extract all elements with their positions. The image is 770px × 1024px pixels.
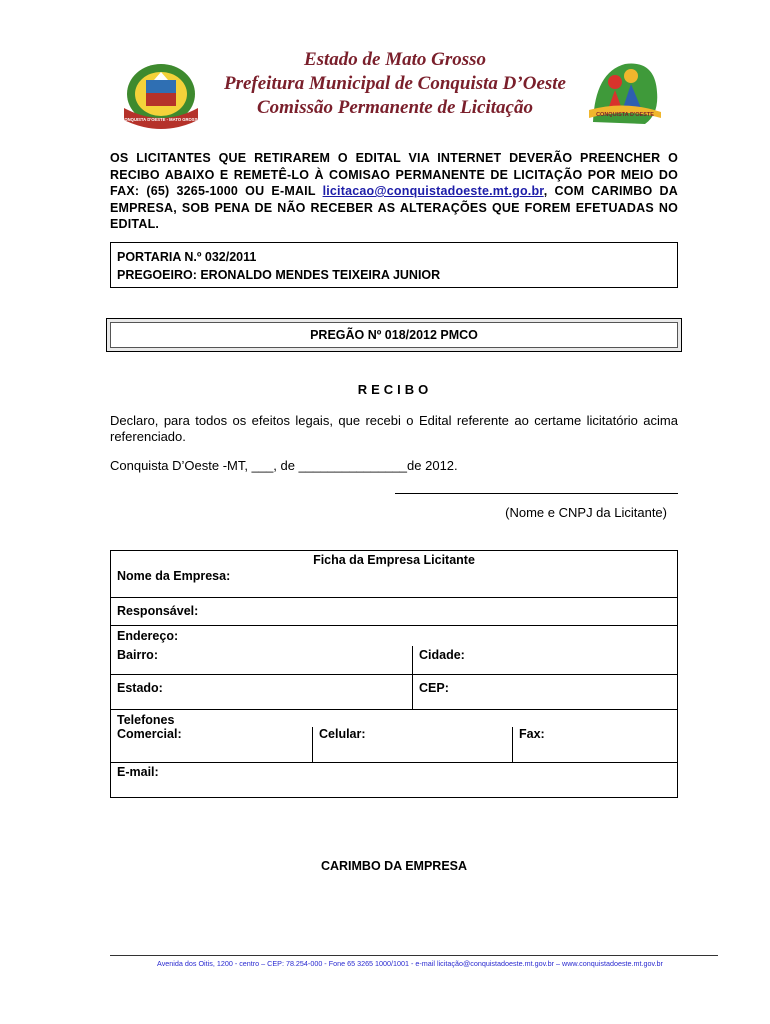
municipal-coat-of-arms-icon: [118, 58, 204, 138]
neighborhood-field[interactable]: Bairro:: [111, 646, 413, 674]
mobile-phone-field[interactable]: Celular:: [313, 727, 513, 762]
notice-text-start: OS LICITANTES QUE RETIRAREM O EDITAL VIA INTERNET DEVERÃO PREENCHER O RECIBO ABAIXO E REMETÊ-LO À COMISAO PERMANENTE DE LICITAÇÃO POR MEIO DO FAX: (65) 3265-1000 OU E-MAIL: [110, 151, 678, 198]
instructions-notice: [110, 150, 678, 233]
city-field[interactable]: Cidade:: [419, 648, 465, 662]
phones-row: [111, 710, 677, 763]
fax-field[interactable]: Fax:: [519, 727, 545, 741]
signature-line: [395, 493, 678, 494]
address-field[interactable]: Endereço:: [117, 629, 179, 643]
company-name-field[interactable]: Nome da Empresa:: [117, 569, 231, 583]
prefecture-name: Prefeitura Municipal de Conquista D’Oeste: [223, 73, 566, 94]
signature-caption: (Nome e CNPJ da Licitante): [505, 505, 667, 520]
email-field[interactable]: E-mail:: [117, 765, 159, 779]
pregoeiro-name: PREGOEIRO: ERONALDO MENDES TEIXEIRA JUNIOR: [117, 268, 441, 282]
state-row: [111, 675, 677, 710]
seal-ribbon-text: CONQUISTA D'OESTE - MATO GROSSO: [121, 117, 201, 122]
notice-text-end: , COM CARIMBO DA EMPRESA, SOB PENA DE NÃO RECEBER AS ALTERAÇÕES QUE FOREM EFETUADAS NO EDITAL.: [110, 184, 678, 231]
recibo-heading: RECIBO: [357, 382, 433, 397]
form-title: Ficha da Empresa Licitante: [313, 553, 475, 567]
place-date-line: Conquista D’Oeste -MT, ___, de _______________de 2012.: [110, 458, 458, 473]
responsible-row: [111, 598, 677, 626]
footer-divider: [110, 955, 718, 956]
email-link[interactable]: licitacao@conquistadoeste.mt.go.br: [322, 184, 544, 198]
company-stamp-label: CARIMBO DA EMPRESA: [320, 859, 468, 873]
responsible-field[interactable]: Responsável:: [117, 604, 199, 618]
state-field[interactable]: Estado:: [111, 675, 413, 709]
email-row: [111, 763, 677, 797]
phones-label: Telefones: [117, 713, 175, 727]
letterhead: [0, 40, 770, 140]
letterhead-titles: [200, 48, 590, 120]
commission-name: Comissão Permanente de Licitação: [256, 97, 533, 118]
state-name: Estado de Mato Grosso: [303, 49, 487, 70]
conquista-doeste-logo-icon: [585, 52, 663, 132]
portaria-number: PORTARIA N.º 032/2011: [117, 250, 257, 264]
declaration-text: Declaro, para todos os efeitos legais, que recebi o Edital referente ao certame licitatório acima referenciado.: [110, 413, 678, 444]
commercial-phone-field[interactable]: Comercial:: [111, 727, 313, 762]
pregao-box: [106, 318, 682, 352]
address-row: [111, 626, 677, 675]
logo-caption: CONQUISTA D'OESTE: [596, 112, 654, 118]
portaria-box: [110, 242, 678, 288]
pregao-title: PREGÃO Nº 018/2012 PMCO: [110, 322, 678, 348]
footer-contact: Avenida dos Oitis, 1200 - centro – CEP: 78.254-000 - Fone 65 3265 1000/1001 - e-mail licitação@conquistadoeste.mt.gov.br – www.conquistadoeste.mt.gov.br: [157, 959, 663, 968]
cep-field[interactable]: CEP:: [419, 681, 449, 695]
form-title-row: [111, 551, 677, 598]
company-form: [110, 550, 678, 798]
